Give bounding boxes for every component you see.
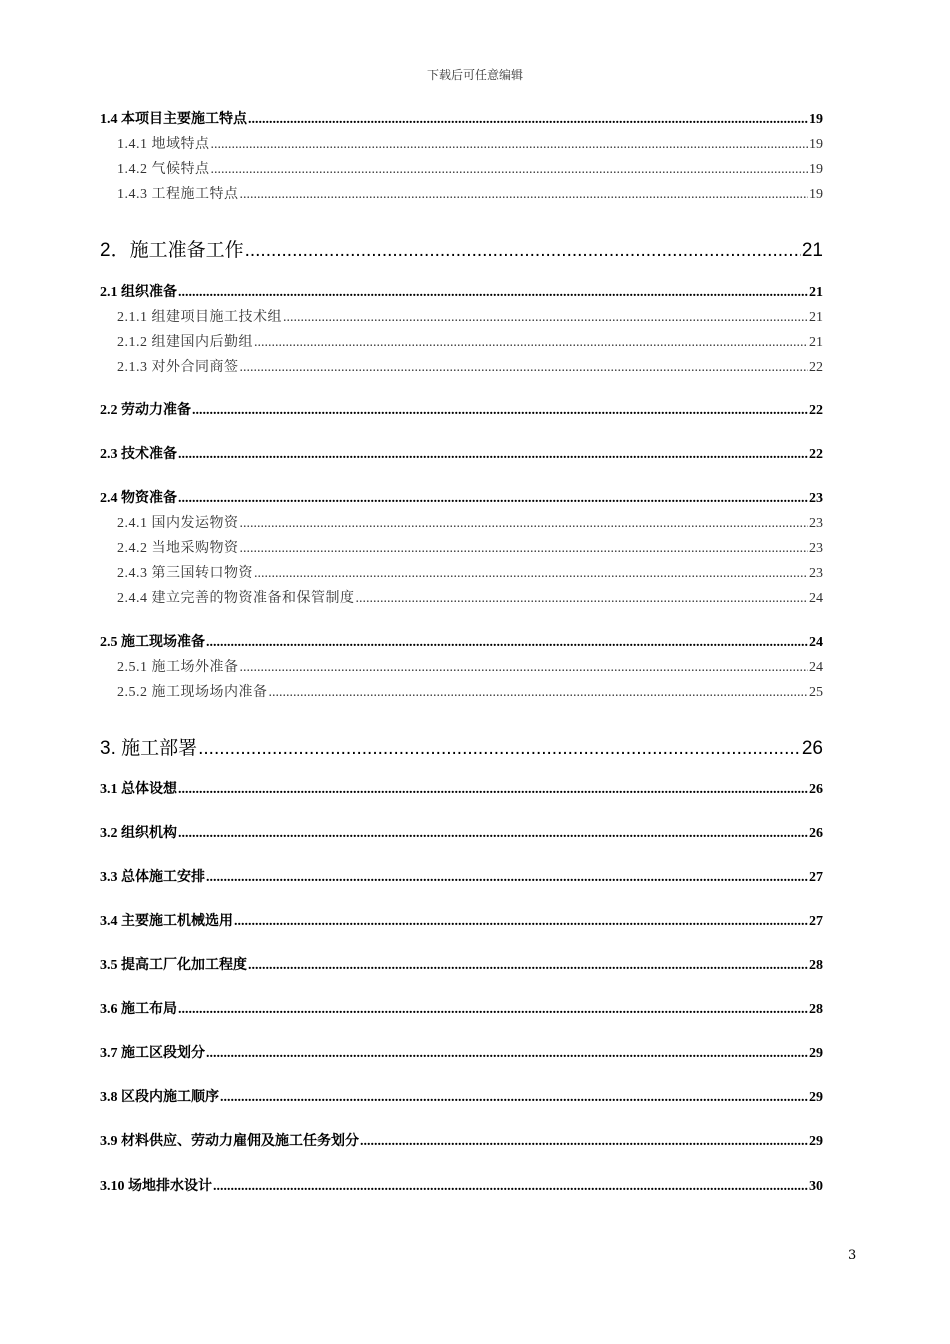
toc-section[interactable]: [100, 108, 823, 128]
toc-leader-dots: [206, 1046, 808, 1062]
toc-entry-page: 19: [809, 112, 823, 127]
toc-entry-title: 3.9 材料供应、劳动力雇佣及施工任务划分: [100, 1134, 359, 1149]
toc-leader-dots: [360, 1134, 808, 1150]
toc-section[interactable]: [100, 487, 823, 507]
toc-subsection[interactable]: [100, 183, 823, 203]
toc-entry-title: 3.6 施工布局: [100, 1002, 177, 1017]
toc-entry-page: 26: [809, 826, 823, 841]
toc-leader-dots: [178, 826, 808, 842]
toc-leader-dots: [240, 541, 809, 557]
toc-entry-title: 1.4 本项目主要施工特点: [100, 112, 247, 127]
toc-entry-page: 19: [809, 162, 823, 177]
toc-entry-title: 3.1 总体设想: [100, 782, 177, 797]
toc-entry-page: 29: [809, 1134, 823, 1149]
toc-entry-title: 3. 施工部署: [100, 738, 198, 759]
toc-section[interactable]: [100, 1130, 823, 1150]
toc-entry-title: 3.8 区段内施工顺序: [100, 1090, 219, 1105]
toc-leader-dots: [245, 240, 801, 262]
toc-entry-title: 3.4 主要施工机械选用: [100, 914, 233, 929]
toc-subsection[interactable]: [100, 356, 823, 376]
toc-leader-dots: [248, 112, 808, 128]
toc-entry-page: 30: [809, 1179, 823, 1194]
toc-leader-dots: [198, 738, 801, 760]
toc-subsection[interactable]: [100, 587, 823, 607]
toc-leader-dots: [178, 447, 808, 463]
toc-leader-dots: [254, 566, 808, 582]
toc-entry-page: 21: [809, 285, 823, 300]
toc-chapter[interactable]: [100, 733, 823, 760]
toc-entry-title: 2.5.2 施工现场场内准备: [117, 685, 268, 700]
toc-entry-page: 28: [809, 958, 823, 973]
toc-entry-page: 28: [809, 1002, 823, 1017]
toc-entry-page: 23: [809, 516, 823, 531]
toc-entry-title: 1.4.3 工程施工特点: [117, 187, 239, 202]
toc-entry-page: 27: [809, 870, 823, 885]
toc-leader-dots: [213, 1179, 808, 1195]
toc-entry-title: 3.10 场地排水设计: [100, 1179, 212, 1194]
toc-entry-title: 2.1.2 组建国内后勤组: [117, 335, 253, 350]
toc-entry-page: 22: [809, 447, 823, 462]
toc-entry-title: 2.4.4 建立完善的物资准备和保管制度: [117, 591, 355, 606]
toc-entry-page: 29: [809, 1090, 823, 1105]
toc-entry-page: 26: [809, 782, 823, 797]
toc-chapter[interactable]: [100, 235, 823, 262]
toc-subsection[interactable]: [100, 537, 823, 557]
toc-entry-title: 2.4.1 国内发运物资: [117, 516, 239, 531]
toc-entry-title: 2．施工准备工作: [100, 240, 244, 261]
toc-leader-dots: [240, 360, 809, 376]
toc-entry-title: 2.4.2 当地采购物资: [117, 541, 239, 556]
toc-section[interactable]: [100, 1042, 823, 1062]
toc-section[interactable]: [100, 954, 823, 974]
toc-entry-page: 21: [809, 310, 823, 325]
toc-leader-dots: [206, 635, 808, 651]
toc-section[interactable]: [100, 998, 823, 1018]
toc-entry-title: 1.4.2 气候特点: [117, 162, 210, 177]
toc-entry-page: 19: [809, 187, 823, 202]
toc-subsection[interactable]: [100, 306, 823, 326]
toc-section[interactable]: [100, 281, 823, 301]
toc-entry-page: 26: [801, 738, 823, 759]
toc-entry-page: 29: [809, 1046, 823, 1061]
toc-entry-title: 2.3 技术准备: [100, 447, 177, 462]
toc-entry-title: 2.2 劳动力准备: [100, 403, 191, 418]
toc-leader-dots: [269, 685, 809, 701]
toc-entry-page: 21: [809, 335, 823, 350]
toc-leader-dots: [240, 187, 809, 203]
toc-leader-dots: [178, 1002, 808, 1018]
toc-subsection[interactable]: [100, 331, 823, 351]
toc-subsection[interactable]: [100, 158, 823, 178]
toc-section[interactable]: [100, 910, 823, 930]
toc-entry-page: 22: [809, 403, 823, 418]
toc-section[interactable]: [100, 778, 823, 798]
toc-section[interactable]: [100, 399, 823, 419]
toc-entry-title: 2.1.1 组建项目施工技术组: [117, 310, 282, 325]
toc-leader-dots: [234, 914, 808, 930]
toc-entry-title: 2.4.3 第三国转口物资: [117, 566, 253, 581]
toc-entry-title: 2.1.3 对外合同商签: [117, 360, 239, 375]
toc-leader-dots: [240, 660, 809, 676]
toc-subsection[interactable]: [100, 562, 823, 582]
toc-section[interactable]: [100, 443, 823, 463]
toc-leader-dots: [206, 870, 808, 886]
toc-subsection[interactable]: [100, 656, 823, 676]
toc-leader-dots: [211, 137, 809, 153]
toc-leader-dots: [178, 285, 808, 301]
toc-section[interactable]: [100, 822, 823, 842]
toc-entry-title: 2.5 施工现场准备: [100, 635, 205, 650]
toc-entry-page: 24: [809, 591, 823, 606]
toc-entry-title: 3.7 施工区段划分: [100, 1046, 205, 1061]
toc-subsection[interactable]: [100, 512, 823, 532]
toc-entry-page: 22: [809, 360, 823, 375]
toc-leader-dots: [178, 782, 808, 798]
toc-entry-page: 24: [809, 635, 823, 650]
toc-entry-page: 19: [809, 137, 823, 152]
toc-section[interactable]: [100, 866, 823, 886]
toc-leader-dots: [254, 335, 808, 351]
toc-entry-page: 23: [809, 541, 823, 556]
toc-leader-dots: [248, 958, 808, 974]
toc-leader-dots: [178, 491, 808, 507]
toc-entry-page: 23: [809, 491, 823, 506]
toc-entry-page: 25: [809, 685, 823, 700]
page-number: 3: [848, 1248, 857, 1263]
toc-entry-page: 23: [809, 566, 823, 581]
toc-entry-title: 2.1 组织准备: [100, 285, 177, 300]
toc-entry-title: 3.2 组织机构: [100, 826, 177, 841]
toc-entry-title: 2.4 物资准备: [100, 491, 177, 506]
toc-subsection[interactable]: [100, 133, 823, 153]
toc-entry-title: 3.5 提高工厂化加工程度: [100, 958, 247, 973]
toc-leader-dots: [211, 162, 809, 178]
toc-entry-title: 3.3 总体施工安排: [100, 870, 205, 885]
toc-entry-title: 2.5.1 施工场外准备: [117, 660, 239, 675]
toc-leader-dots: [283, 310, 808, 326]
toc-leader-dots: [192, 403, 808, 419]
toc-section[interactable]: [100, 631, 823, 651]
toc-entry-page: 24: [809, 660, 823, 675]
toc-subsection[interactable]: [100, 681, 823, 701]
toc-leader-dots: [240, 516, 809, 532]
page-header: 下载后可任意编辑: [426, 68, 523, 82]
toc-entry-page: 27: [809, 914, 823, 929]
toc-entry-title: 1.4.1 地域特点: [117, 137, 210, 152]
toc-section[interactable]: [100, 1175, 823, 1195]
toc-leader-dots: [220, 1090, 808, 1106]
toc-leader-dots: [356, 591, 809, 607]
toc-section[interactable]: [100, 1086, 823, 1106]
toc-entry-page: 21: [801, 240, 823, 261]
